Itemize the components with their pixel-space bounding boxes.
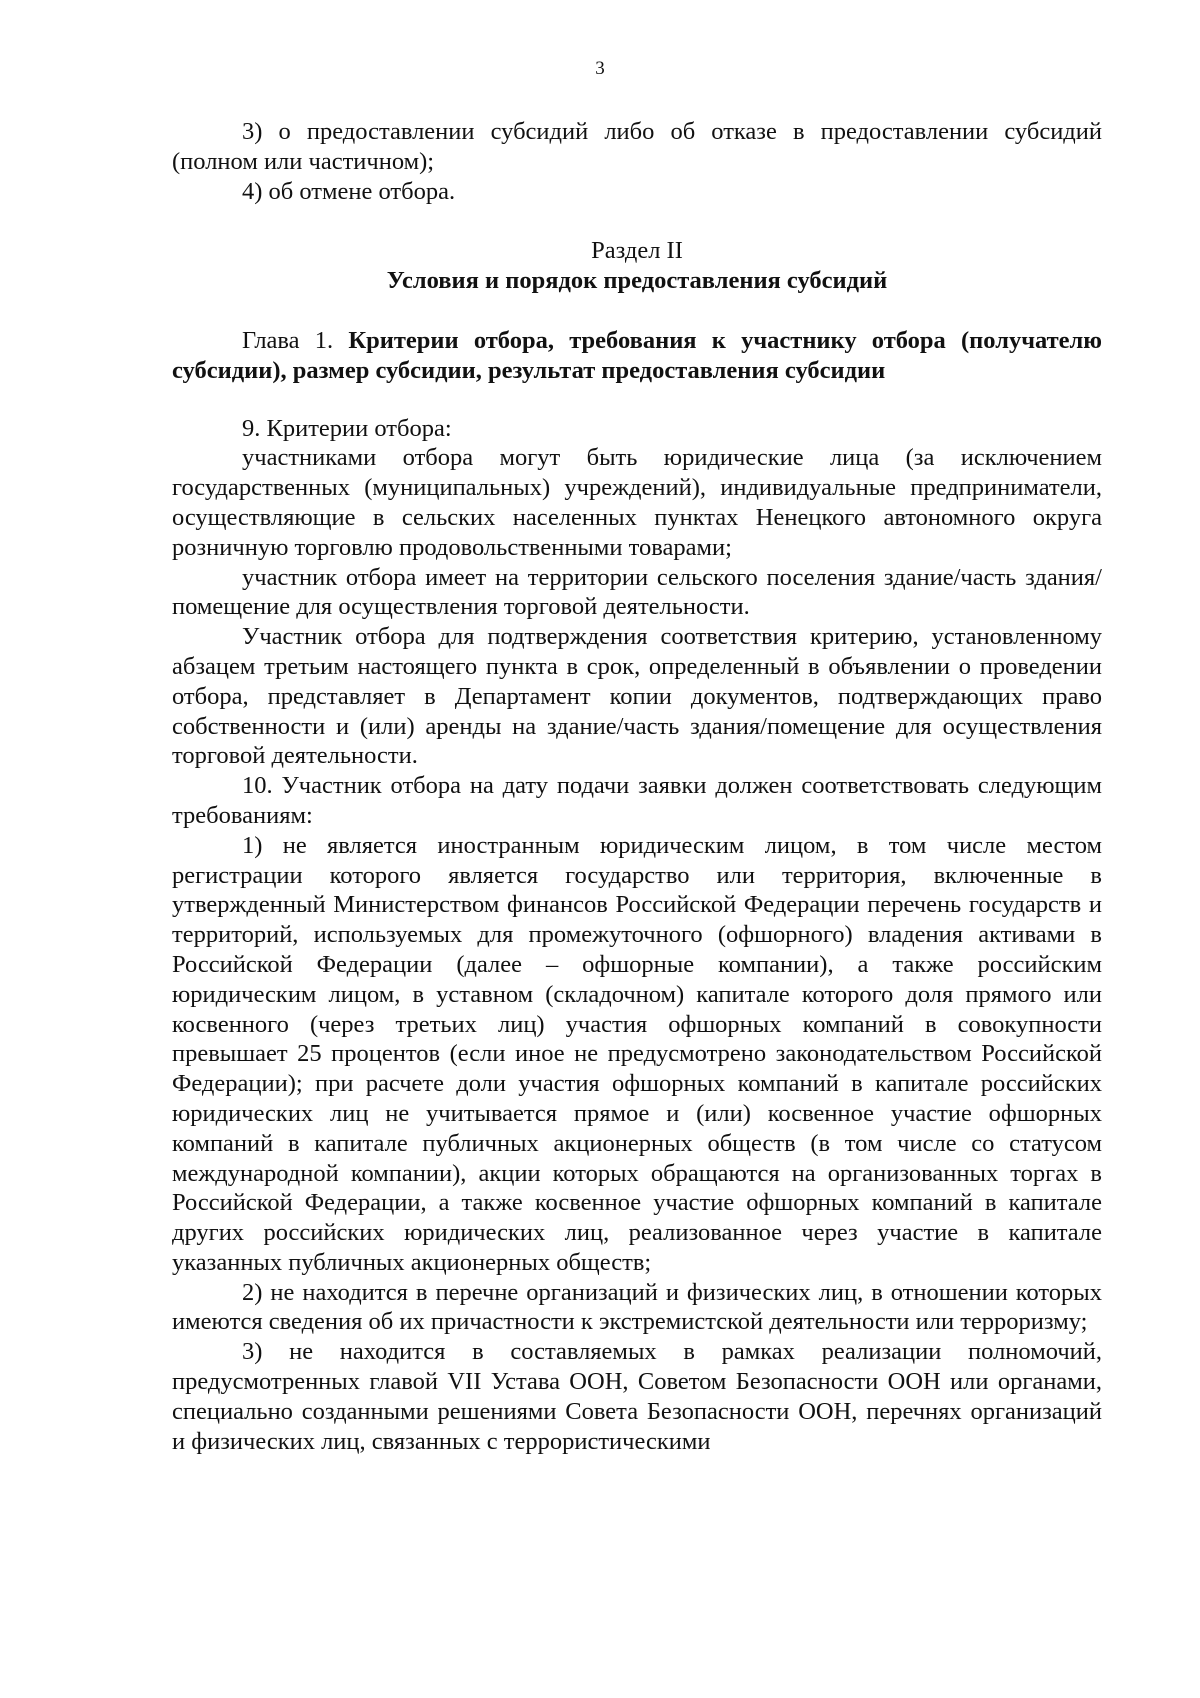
intro-item-3: 3) о предоставлении субсидий либо об отказе в предоставлении субсидий (полном или частичном); xyxy=(172,118,1102,175)
document-body xyxy=(172,117,1102,1456)
criteria-paragraph-1: участниками отбора могут быть юридические лица (за исключением государственных (муниципальных) учреждений), индивидуальные предприниматели, осуществляющие в сельских населенных пунктах Ненецкого автономного округа розничную торговлю продовольственными товарами; xyxy=(172,444,1102,561)
chapter-prefix: Глава 1. xyxy=(242,326,334,354)
clause-10-heading: 10. Участник отбора на дату подачи заявки должен соответствовать следующим требованиям: xyxy=(172,772,1102,829)
section-title: Условия и порядок предоставления субсидий xyxy=(386,267,888,295)
criteria-confirmation-paragraph: Участник отбора для подтверждения соответствия критерию, установленному абзацем третьим настоящего пункта в срок, определенный в объявлении о проведении отбора, представляет в Департамент копии документов, подтверждающих право собственности и (или) аренды на здание/часть здания/помещение для осуществления торговой деятельности. xyxy=(172,623,1102,770)
requirement-1: 1) не является иностранным юридическим лицом, в том числе местом регистрации которого является государство или территория, включенные в утвержденный Министерством финансов Российской Федерации перечень государств и территорий, используемых для промежуточного (офшорного) владения активами в Российской Федерации (далее – офшорные компании), а также российским юридическим лицом, в уставном (складочном) капитале которого доля прямого или косвенного (через третьих лиц) участия офшорных компаний в совокупности превышает 25 процентов (если иное не предусмотрено законодательством Российской Федерации); при расчете доли участия офшорных компаний в капитале российских юридических лиц не учитывается прямое и (или) косвенное участие офшорных компаний в капитале публичных акционерных обществ (в том числе со статусом международной компании), акции которых обращаются на организованных торгах в Российской Федерации, а также косвенное участие офшорных компаний в капитале других российских юридических лиц, реализованное через участие в капитале указанных публичных акционерных обществ; xyxy=(172,831,1102,1276)
requirement-3: 3) не находится в составляемых в рамках реализации полномочий, предусмотренных главой VII Устава ООН, Советом Безопасности ООН или органами, специально созданными решениями Совета Безопасности ООН, перечнях организаций и физических лиц, связанных с террористическими xyxy=(172,1338,1102,1455)
criteria-paragraph-2: участник отбора имеет на территории сельского поселения здание/часть здания/помещение для осуществления торговой деятельности. xyxy=(172,563,1102,621)
intro-item-4: 4) об отмене отбора. xyxy=(242,177,456,205)
requirement-2: 2) не находится в перечне организаций и физических лиц, в отношении которых имеются сведения об их причастности к экстремистской деятельности или терроризму; xyxy=(172,1278,1102,1336)
section-label: Раздел II xyxy=(591,237,683,265)
chapter-heading xyxy=(172,326,1102,386)
page-number: 3 xyxy=(595,58,605,79)
chapter-title: Критерии отбора, требования к участнику отбора (получателю субсидии), размер субсидии, результат предоставления субсидии xyxy=(172,326,1103,384)
clause-9-heading: 9. Критерии отбора: xyxy=(242,414,452,442)
